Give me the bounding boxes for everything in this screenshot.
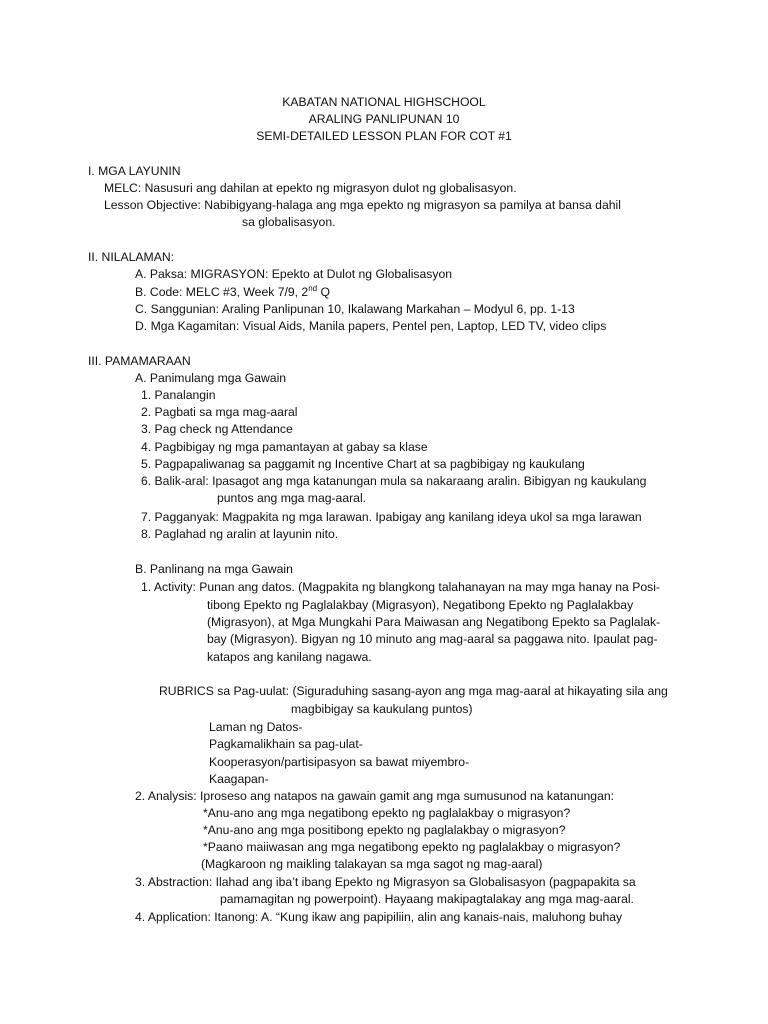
melc-line: MELC: Nasusuri ang dahilan at epekto ng migrasyon dulot ng globalisasyon.	[104, 181, 517, 195]
rubric-criterion: Pagkamalikhain sa pag-ulat-	[209, 737, 363, 751]
analysis-question: *Anu-ano ang mga positibong epekto ng paglalakbay o migrasyon?	[203, 823, 566, 837]
content-paksa: A. Paksa: MIGRASYON: Epekto at Dulot ng Globalisasyon	[135, 267, 453, 281]
activity-line: katapos ang kanilang nagawa.	[207, 650, 372, 664]
list-item: 4. Pagbibigay ng mga pamantayan at gabay sa klase	[141, 440, 428, 454]
rubrics-line: magbibigay sa kaukulang puntos)	[291, 702, 473, 716]
list-item: 1. Panalangin	[141, 388, 216, 402]
lesson-plan-title: SEMI-DETAILED LESSON PLAN FOR COT #1	[256, 129, 512, 143]
list-item: 5. Pagpapaliwanag sa paggamit ng Incentive Chart at sa pagbibigay ng kaukulang	[141, 457, 585, 471]
content-sanggunian: C. Sanggunian: Araling Panlipunan 10, Ikalawang Markahan – Modyul 6, pp. 1-13	[135, 302, 575, 316]
lesson-objective-line-2: sa globalisasyon.	[242, 215, 336, 229]
activity-line: (Migrasyon), at Mga Mungkahi Para Maiwasan ang Negatibong Epekto sa Paglalak-	[207, 615, 661, 629]
list-item: 3. Pag check ng Attendance	[141, 422, 293, 436]
activity-line: bay (Migrasyon). Bigyan ng 10 minuto ang mag-aaral sa paggawa nito. Ipaulat pag-	[207, 632, 658, 646]
rubric-criterion: Kooperasyon/partisipasyon sa bawat miyembro-	[209, 755, 470, 769]
list-item: 2. Pagbati sa mga mag-aaral	[141, 405, 298, 419]
content-code: B. Code: MELC #3, Week 7/9, 2nd Q	[135, 283, 330, 299]
abstraction-line: pamamagitan ng powerpoint). Hayaang makipagtalakay ang mga mag-aaral.	[220, 892, 634, 906]
list-item-continuation: puntos ang mga mag-aaral.	[217, 491, 367, 505]
analysis-question: *Anu-ano ang mga negatibong epekto ng paglalakbay o migrasyon?	[203, 806, 571, 820]
abstraction-line: 3. Abstraction: Ilahad ang iba’t ibang Epekto ng Migrasyon sa Globalisasyon (pagpapakita sa	[135, 875, 636, 889]
objectives-heading: I. MGA LAYUNIN	[88, 164, 181, 178]
procedure-heading: III. PAMAMARAAN	[88, 354, 191, 368]
content-kagamitan: D. Mga Kagamitan: Visual Aids, Manila papers, Pentel pen, Laptop, LED TV, video clips	[135, 319, 607, 333]
subject-title: ARALING PANLIPUNAN 10	[308, 112, 460, 126]
lesson-objective-line-1: Lesson Objective: Nabibigyang-halaga ang mga epekto ng migrasyon sa pamilya at bansa dahil	[104, 198, 621, 212]
section-a-heading: A. Panimulang mga Gawain	[135, 371, 287, 385]
school-name: KABATAN NATIONAL HIGHSCHOOL	[282, 95, 486, 109]
rubric-criterion: Laman ng Datos-	[209, 720, 303, 734]
activity-line: 1. Activity: Punan ang datos. (Magpakita ng blangkong talahanayan na may mga hanay na Posi-	[141, 580, 660, 594]
application-line: 4. Application: Itanong: A. “Kung ikaw ang papipiliin, alin ang kanais-nais, maluhong buhay	[135, 910, 623, 924]
list-item: 6. Balik-aral: Ipasagot ang mga katanungan mula sa nakaraang aralin. Bibigyan ng kaukulang	[141, 474, 647, 488]
analysis-line: 2. Analysis: Iproseso ang natapos na gawain gamit ang mga sumusunod na katanungan:	[135, 789, 615, 803]
rubric-criterion: Kaagapan-	[209, 772, 269, 786]
list-item: 8. Paglahad ng aralin at layunin nito.	[141, 527, 339, 541]
activity-line: tibong Epekto ng Paglalakbay (Migrasyon), Negatibong Epekto ng Paglalakbay	[207, 598, 634, 612]
list-item: 7. Pagganyak: Magpakita ng mga larawan. Ipabigay ang kanilang ideya ukol sa mga larawan	[141, 510, 642, 524]
rubrics-line: RUBRICS sa Pag-uulat: (Siguraduhing sasang-ayon ang mga mag-aaral at hikayating sila ang	[159, 684, 668, 698]
analysis-question: *Paano maiiwasan ang mga negatibong epekto ng paglalakbay o migrasyon?	[203, 840, 621, 854]
analysis-note: (Magkaroon ng maikling talakayan sa mga sagot ng mag-aaral)	[201, 857, 543, 871]
content-heading: II. NILALAMAN:	[88, 250, 175, 264]
section-b-heading: B. Panlinang na mga Gawain	[135, 562, 293, 576]
